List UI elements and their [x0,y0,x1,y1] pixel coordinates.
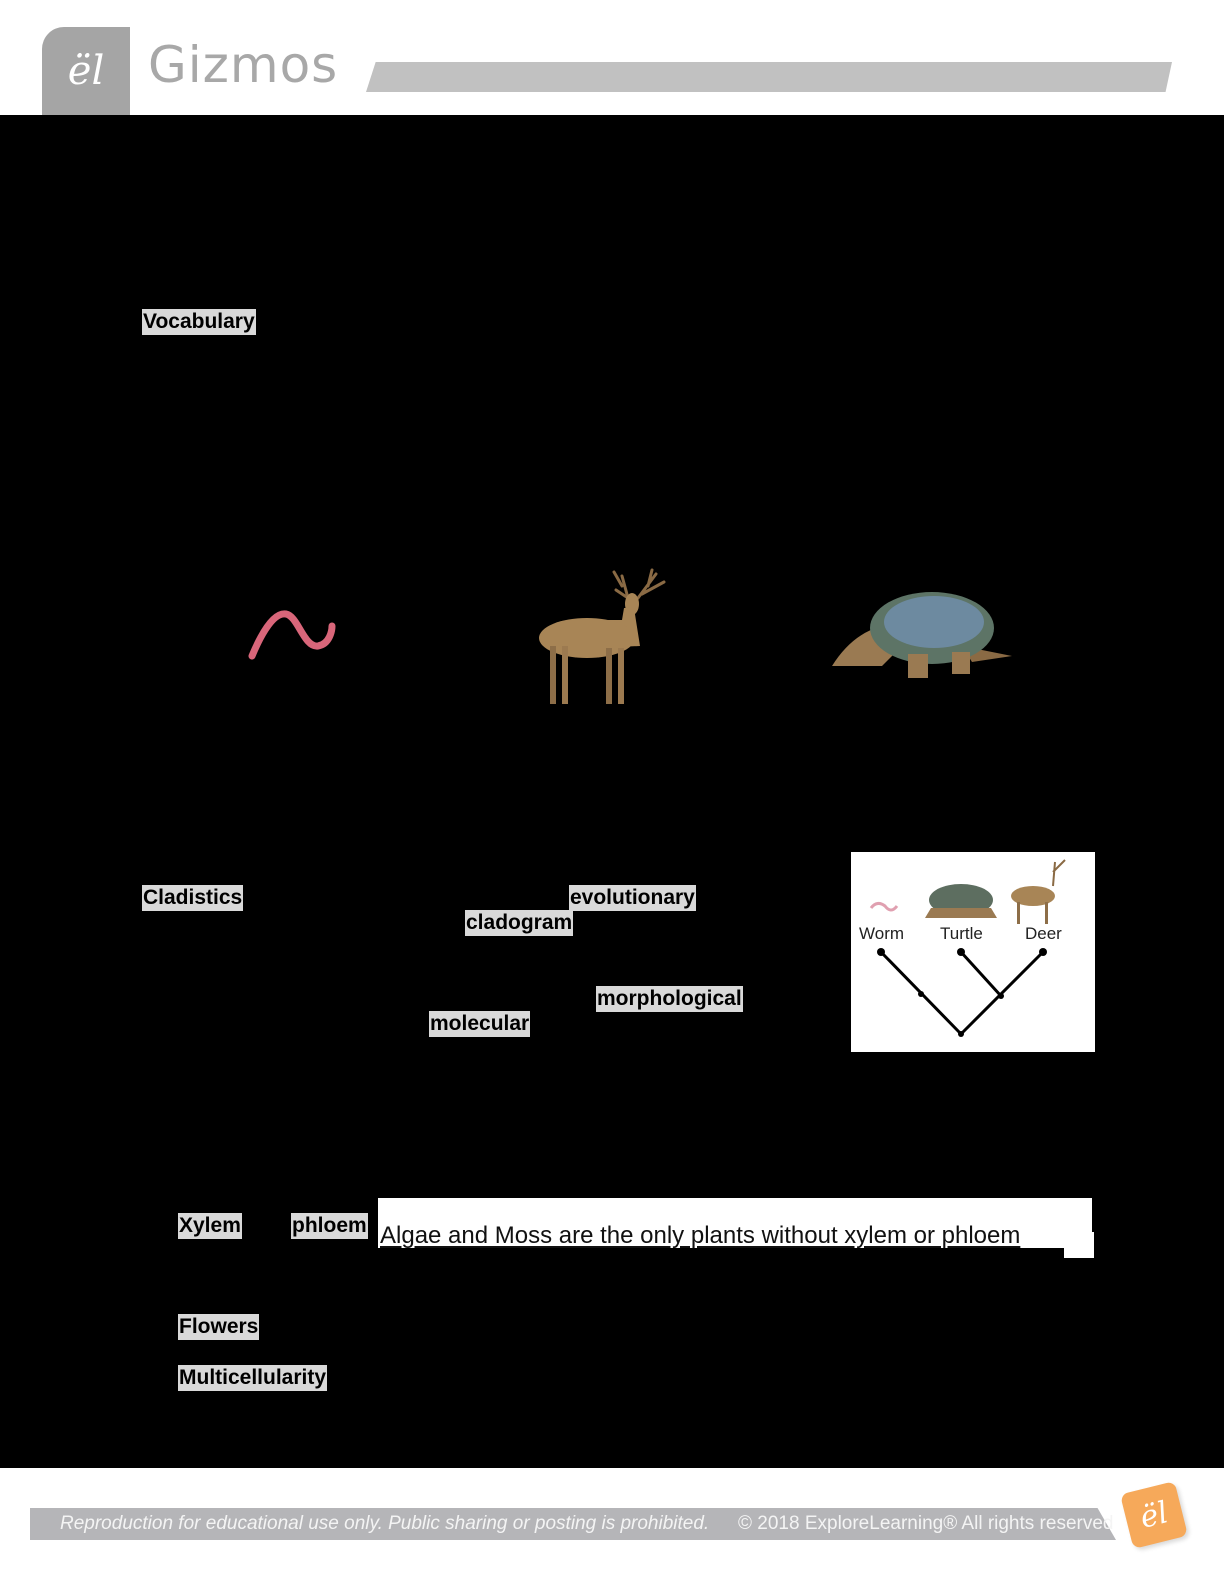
cladogram-label-deer: Deer [1025,924,1062,943]
cladogram-diagram [851,852,1095,1052]
multicellularity-term: Multicellularity [179,1366,327,1389]
vocabulary-heading: Vocabulary [143,310,255,333]
cladogram-term: cladogram [466,911,573,934]
logo-glyph: ël [67,48,105,94]
brand-title: Gizmos [148,36,339,94]
footer-copyright: © 2018 ExploreLearning® All rights reserved [738,1513,1114,1534]
morphological-term: morphological [597,987,742,1010]
deer-image [532,568,672,710]
molecular-term: molecular [430,1012,530,1035]
xylem-term: Xylem [179,1214,241,1237]
cladogram-label-worm: Worm [859,924,905,943]
cladogram-label-turtle: Turtle [940,924,983,943]
footer-notice: Reproduction for educational use only. Public sharing or posting is prohibited. [60,1513,710,1534]
explorelearning-logo [42,27,130,115]
worm-image [246,606,340,662]
cladistics-term: Cladistics [143,886,243,909]
footer-logo-glyph: ël [1136,1494,1172,1536]
evolutionary-term: evolutionary [570,886,695,909]
flowers-term: Flowers [179,1315,259,1338]
phloem-term: phloem [292,1214,367,1237]
answer-text[interactable]: Algae and Moss are the only plants without xylem or phloem [380,1222,1021,1249]
header-title-bar [366,62,1172,92]
answer-field-tab [1064,1232,1094,1258]
cladogram-figure [851,852,1095,1052]
turtle-image [822,586,1016,680]
